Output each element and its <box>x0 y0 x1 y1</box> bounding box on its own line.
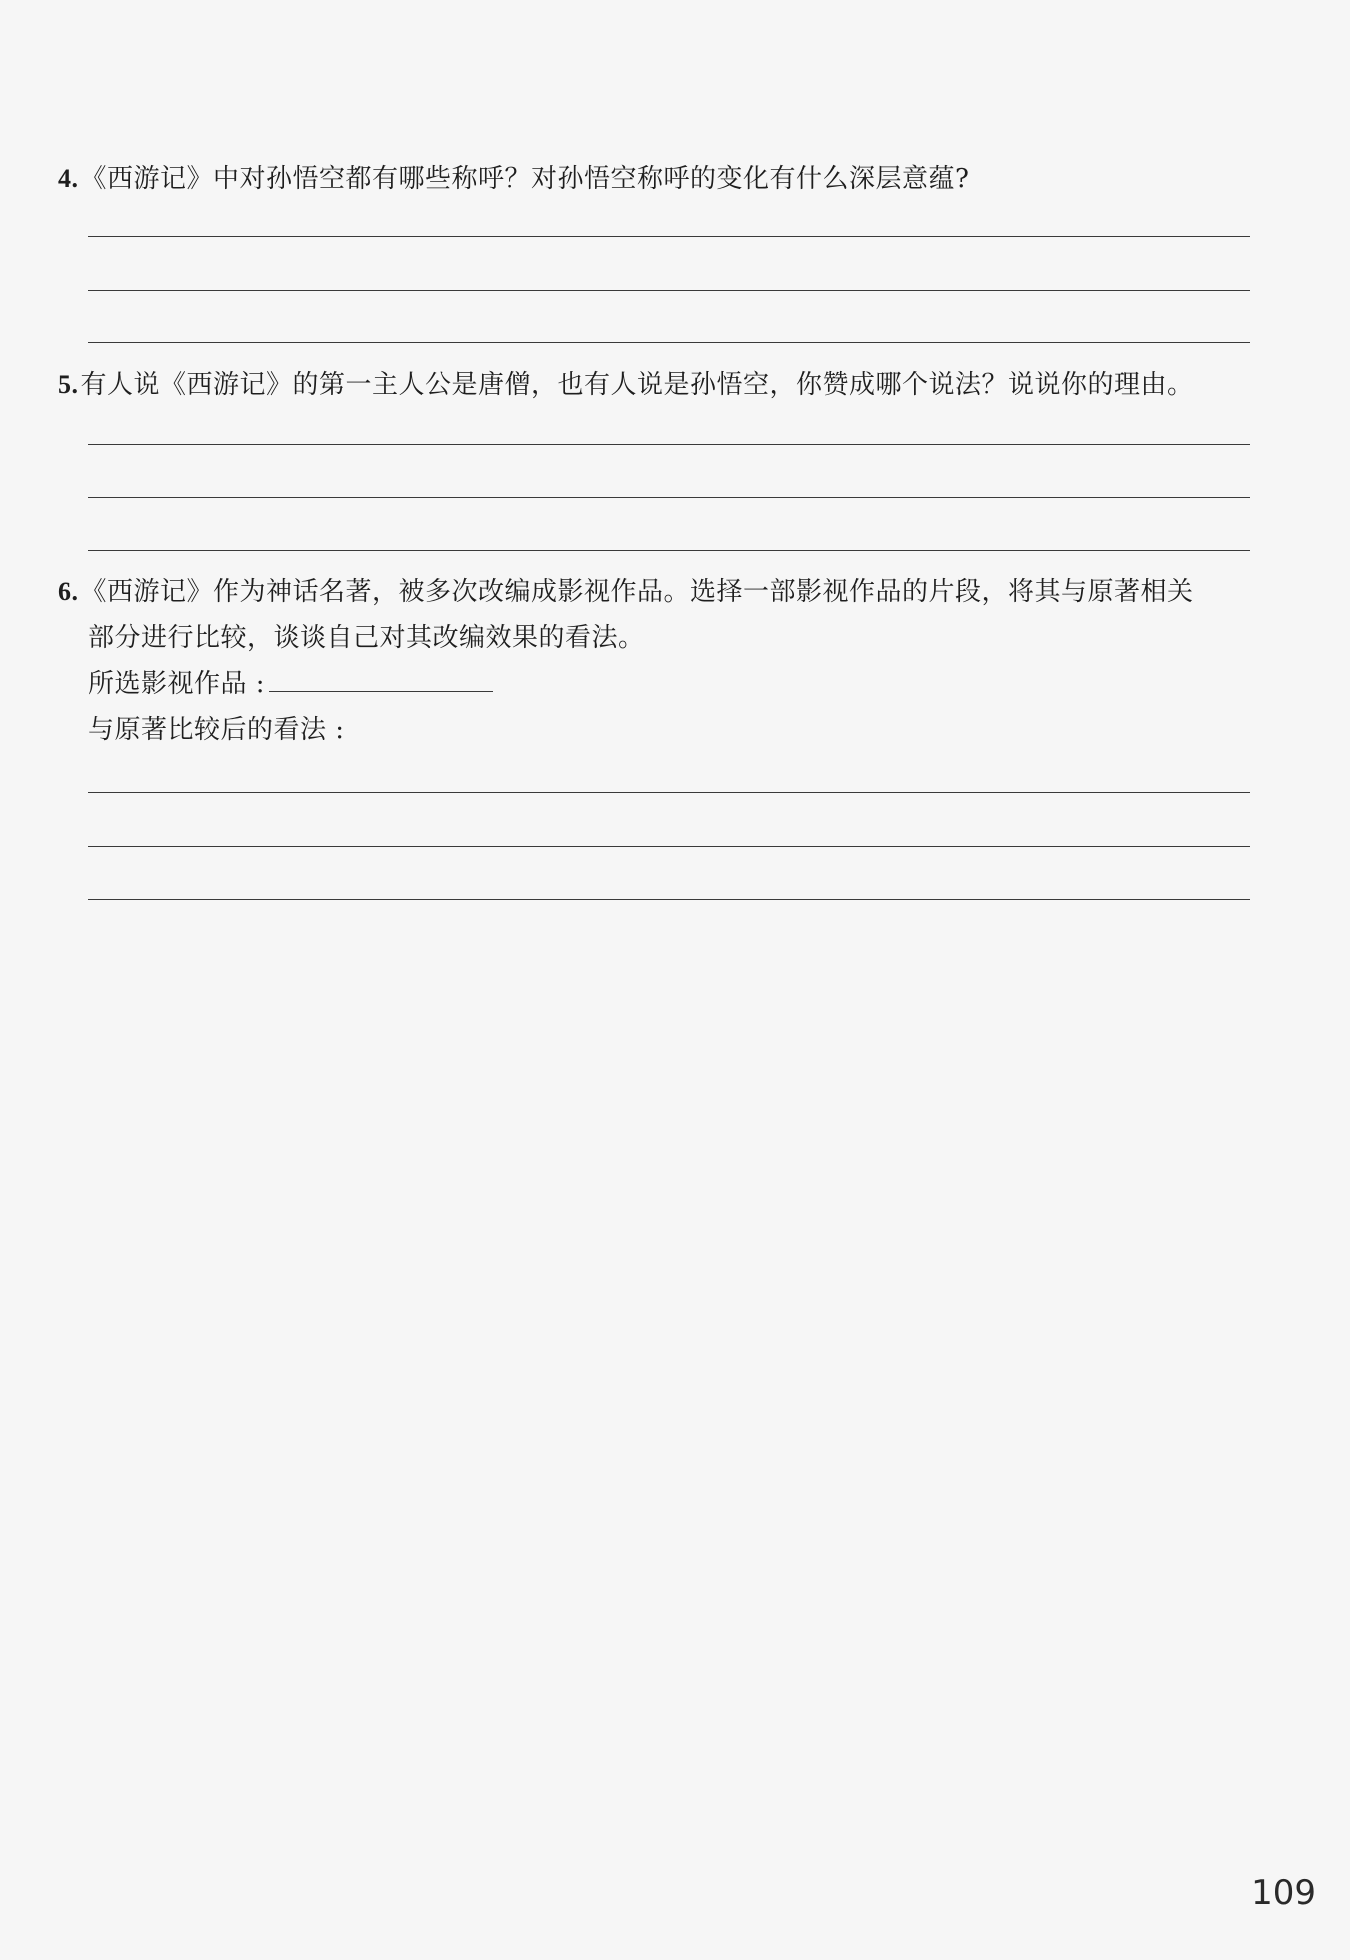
answer-line[interactable] <box>88 342 1250 343</box>
question-number: 5. <box>58 370 79 399</box>
question-number: 4. <box>58 164 79 193</box>
answer-line[interactable] <box>88 550 1250 551</box>
answer-line[interactable] <box>88 846 1250 847</box>
question-6 <box>58 569 1250 753</box>
page-number: 109 <box>1251 1873 1316 1913</box>
question-6-line-2: 部分进行比较，谈谈自己对其改编效果的看法。 <box>88 623 645 653</box>
question-number: 6. <box>58 577 79 606</box>
question-5-line <box>58 362 1250 408</box>
answer-line[interactable] <box>88 444 1250 445</box>
opinion-label: 与原著比较后的看法 : <box>88 715 345 745</box>
film-choice-row <box>58 661 1250 707</box>
question-text: 有人说《西游记》的第一主人公是唐僧，也有人说是孙悟空，你赞成哪个说法？说说你的理由。 <box>80 370 1194 400</box>
question-5 <box>58 362 1250 408</box>
question-text: 《西游记》中对孙悟空都有哪些称呼？对孙悟空称呼的变化有什么深层意蕴? <box>80 164 970 194</box>
answer-line[interactable] <box>88 236 1250 237</box>
answer-line[interactable] <box>88 899 1250 900</box>
answer-line[interactable] <box>88 497 1250 498</box>
question-text: 《西游记》作为神话名著，被多次改编成影视作品。选择一部影视作品的片段，将其与原著相关 <box>80 577 1194 607</box>
answer-line[interactable] <box>88 792 1250 793</box>
film-label: 所选影视作品 : <box>88 669 266 699</box>
question-4-line <box>58 156 1250 202</box>
film-blank[interactable] <box>269 663 493 692</box>
answer-line[interactable] <box>88 290 1250 291</box>
question-6-line-1 <box>58 569 1250 615</box>
question-4 <box>58 156 1250 202</box>
